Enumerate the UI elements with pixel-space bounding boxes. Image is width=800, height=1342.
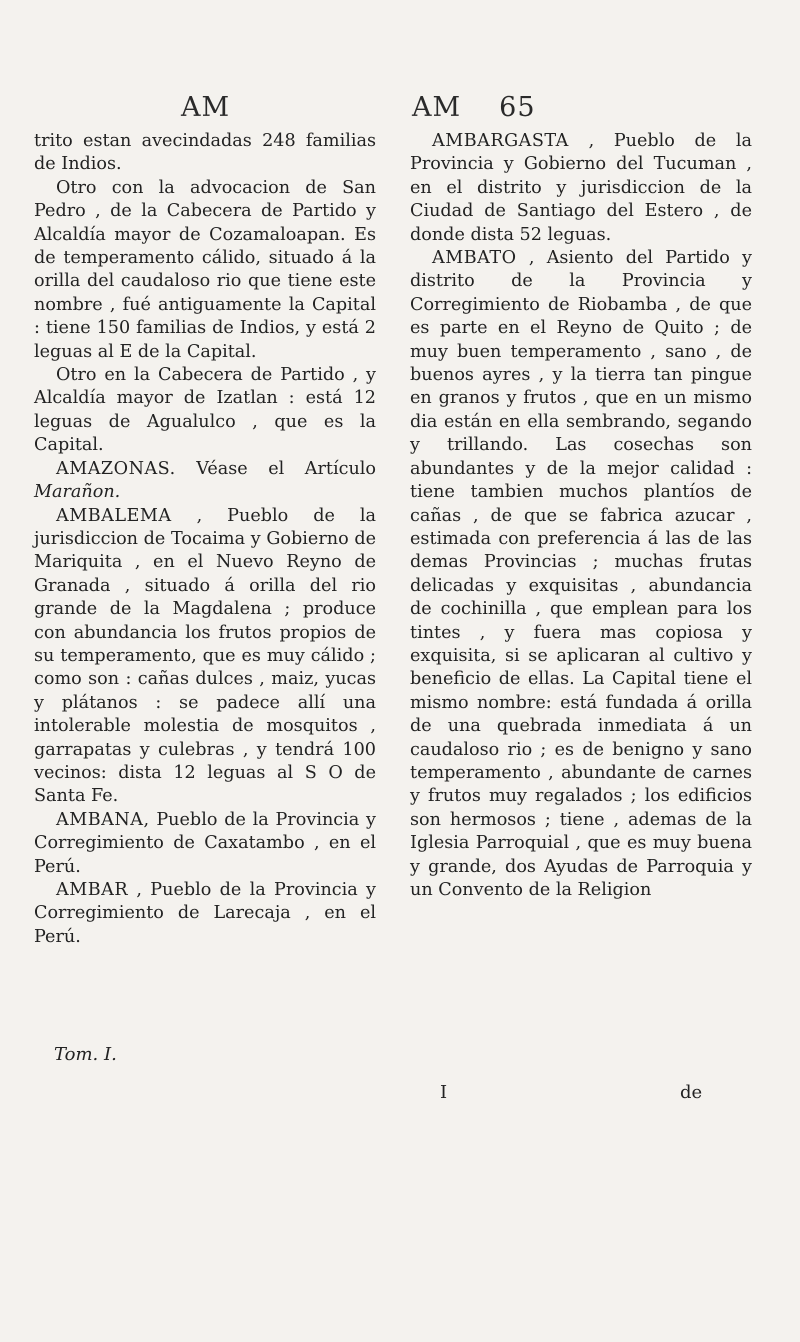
entry-ambar <box>34 879 376 949</box>
catchword: de <box>680 1082 703 1103</box>
entry-ambargasta <box>410 130 752 247</box>
entry-headword: AMBAR <box>56 880 129 900</box>
cross-reference: Marañon. <box>34 482 121 503</box>
page-number: 65 <box>499 92 536 123</box>
entry-ambana <box>34 809 376 879</box>
left-column <box>34 130 376 949</box>
paragraph: Otro con la advocacion de San Pedro , de la Cabecera de Partido y Alcaldía mayor de Cozamaloapan. Es de temperamento cálido, situado á la orilla del caudaloso rio que tiene este nombre , fué antiguamente la Capital : tiene 150 familias de Indios, y está 2 leguas al E de la Capital. <box>34 177 376 362</box>
running-head-right <box>412 92 536 123</box>
entry-ambalema <box>34 505 376 809</box>
entry-headword: AMAZONAS. <box>56 458 176 479</box>
entry-text: Véase el Artículo <box>175 458 376 479</box>
entry-headword: AMBATO <box>432 248 517 269</box>
entry-text: , Pueblo de la jurisdiccion de Tocaima y Gobierno de Mariquita , en el Nuevo Reyno de Granada , situado á orilla del rio grande de la Magdalena ; produce con abundancia los frutos propios de su temperamento, que es muy cálido ; como son : cañas dulces , maiz, yucas y plátanos : se padece allí una intolerable molestia de mosquitos , garrapatas y culebras , y tendrá 100 vecinos: dista 12 leguas al S O de Santa Fe. <box>34 505 376 807</box>
entry-text: Pueblo de la Provincia y Corregimiento de Caxatambo , en el Perú. <box>34 809 376 877</box>
entry-text: , Asiento del Partido y distrito de la Provincia y Corregimiento de Riobamba , de que es parte en el Reyno de Quito ; de muy buen temperamento , sano , de buenos ayres , y la tierra tan pingue en granos y frutos , que en un mismo dia están en ella sembrando, segando y trillando. Las cosechas son abundantes y de la mejor calidad : tiene tambien muchos plantíos de cañas , de que se fabrica azucar , estimada con preferencia á las de las demas Provincias ; muchas frutas delicadas y exquisitas , abundancia de cochinilla , que emplean para los tintes , y fuera mas copiosa y exquisita, si se aplicaran al cultivo y beneficio de ellas. La Capital tiene el mismo nombre: está fundada á orilla de una quebrada inmediata á un caudaloso rio ; es de benigno y sano temperamento , abundante de carnes y frutos muy regalados ; los edificios son hermosos ; tiene , ademas de la Iglesia Parroquial , que es muy buena y grande, dos Ayudas de Parroquia y un Convento de la Religion <box>410 248 752 900</box>
entry-headword: AMBARGASTA <box>432 131 569 151</box>
paragraph: Otro en la Cabecera de Partido , y Alcaldía mayor de Izatlan : está 12 leguas de Agualulco , que es la Capital. <box>34 365 376 456</box>
entry-text: , Pueblo de la Provincia y Corregimiento de Larecaja , en el Perú. <box>34 880 376 947</box>
signature-mark: I <box>440 1082 448 1103</box>
right-column <box>410 130 752 902</box>
running-head-left: AM <box>181 92 231 123</box>
paragraph: trito estan avecindadas 248 familias de Indios. <box>34 131 376 175</box>
entry-headword: AMBALEMA <box>56 505 172 526</box>
running-head-right-text: AM <box>412 92 462 123</box>
entry-headword: AMBANA, <box>56 809 150 830</box>
entry-amazonas <box>34 458 376 505</box>
volume-mark: Tom. I. <box>54 1044 117 1065</box>
entry-ambato <box>410 247 752 902</box>
entry-text: , Pueblo de la Provincia y Gobierno del Tucuman , en el distrito y jurisdiccion de la Ciudad de Santiago del Estero , de donde dista 52 leguas. <box>410 131 752 245</box>
